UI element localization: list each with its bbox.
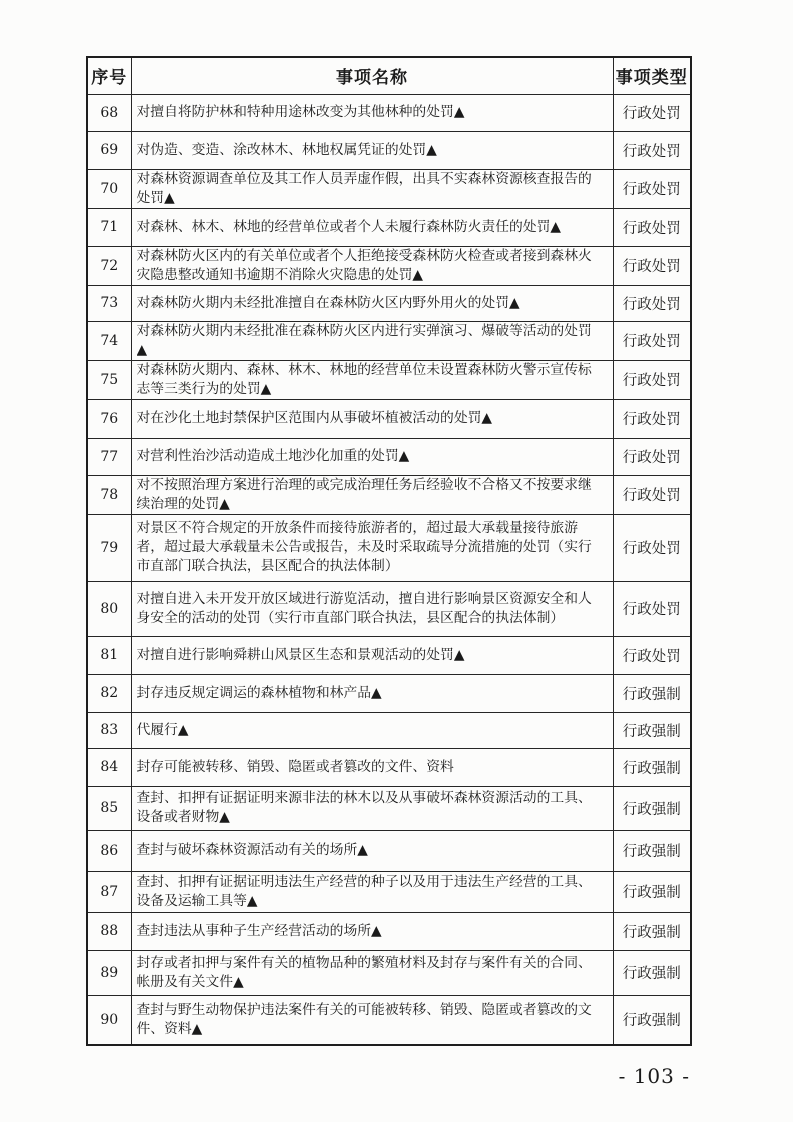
item-name-line: 查封违法从事种子生产经营活动的场所▲ [136, 922, 382, 939]
item-name-cell [131, 748, 613, 786]
item-type-cell: 行政处罚 [613, 208, 691, 246]
item-type-cell: 行政强制 [613, 748, 691, 786]
item-name-line: 设备或者财物▲ [136, 809, 230, 825]
table-row [87, 636, 691, 674]
serial-number-cell: 69 [87, 131, 131, 169]
table-row [87, 438, 691, 475]
item-name-line: 件、资料▲ [136, 1020, 203, 1037]
item-name-cell [131, 786, 613, 830]
item-name-line: 身安全的活动的处罚（实行市直部门联合执法，县区配合的执法体制） [136, 609, 565, 626]
item-name-cell [131, 514, 613, 581]
header-item-name: 事项名称 [131, 57, 613, 94]
item-name-line: 封存违反规定调运的森林植物和林产品▲ [136, 684, 382, 701]
item-type-cell: 行政处罚 [613, 514, 691, 581]
table-row [87, 748, 691, 786]
item-name-line: 对森林防火区内的有关单位或者个人拒绝接受森林防火检查或者接到森林火 [136, 247, 592, 264]
item-name-cell [131, 871, 613, 912]
serial-number-cell: 86 [87, 830, 131, 871]
table-header-row [87, 57, 691, 94]
table-row [87, 399, 691, 438]
page-number: - 103 - [618, 1064, 690, 1088]
serial-number-cell: 77 [87, 438, 131, 475]
table-row [87, 995, 691, 1045]
item-name-line: 查封与破坏森林资源活动有关的场所▲ [136, 842, 368, 858]
item-name-cell [131, 94, 613, 131]
serial-number-cell: 90 [87, 995, 131, 1045]
serial-number-cell: 78 [87, 475, 131, 514]
item-name-line: 对擅自进入未开发开放区域进行游览活动，擅自进行影响景区资源安全和人 [136, 590, 592, 607]
item-type-cell: 行政处罚 [613, 169, 691, 208]
item-name-line: 志等三类行为的处罚▲ [136, 380, 272, 397]
item-type-cell: 行政强制 [613, 995, 691, 1045]
serial-number-cell: 87 [87, 871, 131, 912]
serial-number-cell: 75 [87, 360, 131, 399]
item-type-cell: 行政处罚 [613, 360, 691, 399]
item-name-line: 对森林防火期内未经批准在森林防火区内进行实弹演习、爆破等活动的处罚 [136, 322, 592, 339]
table-row [87, 581, 691, 636]
item-name-cell [131, 712, 613, 748]
item-name-cell [131, 674, 613, 712]
item-type-cell: 行政处罚 [613, 636, 691, 674]
table-row [87, 94, 691, 131]
item-type-cell: 行政处罚 [613, 399, 691, 438]
serial-number-cell: 81 [87, 636, 131, 674]
table-row [87, 360, 691, 399]
item-name-line: 对森林防火期内、森林、林木、林地的经营单位未设置森林防火警示宣传标 [136, 361, 592, 378]
item-type-cell: 行政处罚 [613, 438, 691, 475]
serial-number-cell: 79 [87, 514, 131, 581]
table-row [87, 321, 691, 360]
item-name-cell [131, 169, 613, 208]
item-name-cell [131, 581, 613, 636]
item-name-line: 对伪造、变造、涂改林木、林地权属凭证的处罚▲ [136, 141, 437, 158]
item-name-line: 代履行▲ [136, 721, 189, 738]
table-row [87, 674, 691, 712]
item-name-line: 对景区不符合规定的开放条件而接待旅游者的，超过最大承载量接待旅游 [136, 520, 578, 536]
table-row [87, 514, 691, 581]
item-name-line: 查封、扣押有证据证明违法生产经营的种子以及用于违法生产经营的工具、 [136, 873, 592, 890]
item-name-cell [131, 995, 613, 1045]
item-name-line: 对森林资源调查单位及其工作人员弄虚作假，出具不实森林资源核查报告的 [136, 170, 592, 187]
serial-number-cell: 85 [87, 786, 131, 830]
item-type-cell: 行政强制 [613, 950, 691, 995]
serial-number-cell: 83 [87, 712, 131, 748]
item-type-cell: 行政强制 [613, 871, 691, 912]
item-name-cell [131, 246, 613, 285]
item-name-line: 查封与野生动物保护违法案件有关的可能被转移、销毁、隐匿或者篡改的文 [136, 1001, 592, 1018]
item-name-cell [131, 830, 613, 871]
item-name-cell [131, 438, 613, 475]
item-name-line: 封存或者扣押与案件有关的植物品种的繁殖材料及封存与案件有关的合同、 [136, 954, 592, 971]
item-type-cell: 行政处罚 [613, 581, 691, 636]
item-name-cell [131, 636, 613, 674]
item-name-cell [131, 950, 613, 995]
table-row [87, 285, 691, 321]
item-name-cell [131, 208, 613, 246]
item-name-line: 封存可能被转移、销毁、隐匿或者篡改的文件、资料 [136, 758, 454, 775]
table-row [87, 830, 691, 871]
serial-number-cell: 88 [87, 912, 131, 950]
item-name-cell [131, 475, 613, 514]
table-row [87, 950, 691, 995]
item-type-cell: 行政强制 [613, 912, 691, 950]
table-row [87, 246, 691, 285]
item-name-line: 处罚▲ [136, 189, 175, 206]
table-row [87, 475, 691, 514]
item-type-cell: 行政处罚 [613, 321, 691, 360]
item-name-cell [131, 399, 613, 438]
items-table [86, 56, 692, 1046]
item-name-cell [131, 360, 613, 399]
item-name-cell [131, 321, 613, 360]
item-type-cell: 行政处罚 [613, 246, 691, 285]
serial-number-cell: 84 [87, 748, 131, 786]
table-row [87, 169, 691, 208]
item-type-cell: 行政处罚 [613, 475, 691, 514]
table-row [87, 208, 691, 246]
serial-number-cell: 72 [87, 246, 131, 285]
item-name-line: 续治理的处罚▲ [136, 495, 230, 512]
header-serial-number: 序号 [87, 57, 131, 94]
table-row [87, 912, 691, 950]
item-name-line: 对森林、林木、林地的经营单位或者个人未履行森林防火责任的处罚▲ [136, 218, 562, 235]
serial-number-cell: 70 [87, 169, 131, 208]
item-name-line: 市直部门联合执法，县区配合的执法体制） [136, 558, 399, 574]
item-name-line: 查封、扣押有证据证明来源非法的林木以及从事破坏森林资源活动的工具、 [136, 790, 592, 806]
item-name-line: 对不按照治理方案进行治理的或完成治理任务后经验收不合格又不按要求继 [136, 476, 592, 493]
table-body [87, 94, 691, 1045]
item-name-line: 者，超过最大承载量未公告或报告，未及时采取疏导分流措施的处罚（实行 [136, 539, 592, 555]
item-name-line: 对森林防火期内未经批准擅自在森林防火区内野外用火的处罚▲ [136, 294, 520, 311]
serial-number-cell: 68 [87, 94, 131, 131]
serial-number-cell: 82 [87, 674, 131, 712]
serial-number-cell: 76 [87, 399, 131, 438]
item-type-cell: 行政强制 [613, 830, 691, 871]
serial-number-cell: 89 [87, 950, 131, 995]
item-name-line: 对营利性治沙活动造成土地沙化加重的处罚▲ [136, 448, 410, 464]
item-name-line: ▲ [136, 341, 148, 358]
item-name-cell [131, 131, 613, 169]
table-row [87, 712, 691, 748]
header-item-type: 事项类型 [613, 57, 691, 94]
table-row [87, 786, 691, 830]
item-name-line: 灾隐患整改通知书逾期不消除火灾隐患的处罚▲ [136, 266, 424, 283]
item-type-cell: 行政处罚 [613, 131, 691, 169]
item-name-line: 对擅自将防护林和特种用途林改变为其他林种的处罚▲ [136, 104, 465, 120]
item-type-cell: 行政处罚 [613, 94, 691, 131]
table-row [87, 131, 691, 169]
serial-number-cell: 73 [87, 285, 131, 321]
item-name-cell [131, 912, 613, 950]
serial-number-cell: 80 [87, 581, 131, 636]
item-name-line: 对在沙化土地封禁保护区范围内从事破坏植被活动的处罚▲ [136, 410, 493, 426]
item-type-cell: 行政强制 [613, 674, 691, 712]
item-name-line: 对擅自进行影响舜耕山风景区生态和景观活动的处罚▲ [136, 646, 465, 663]
serial-number-cell: 71 [87, 208, 131, 246]
serial-number-cell: 74 [87, 321, 131, 360]
item-name-line: 帐册及有关文件▲ [136, 973, 244, 990]
item-type-cell: 行政强制 [613, 786, 691, 830]
table-row [87, 871, 691, 912]
item-type-cell: 行政强制 [613, 712, 691, 748]
item-name-cell [131, 285, 613, 321]
item-name-line: 设备及运输工具等▲ [136, 892, 258, 909]
item-type-cell: 行政处罚 [613, 285, 691, 321]
